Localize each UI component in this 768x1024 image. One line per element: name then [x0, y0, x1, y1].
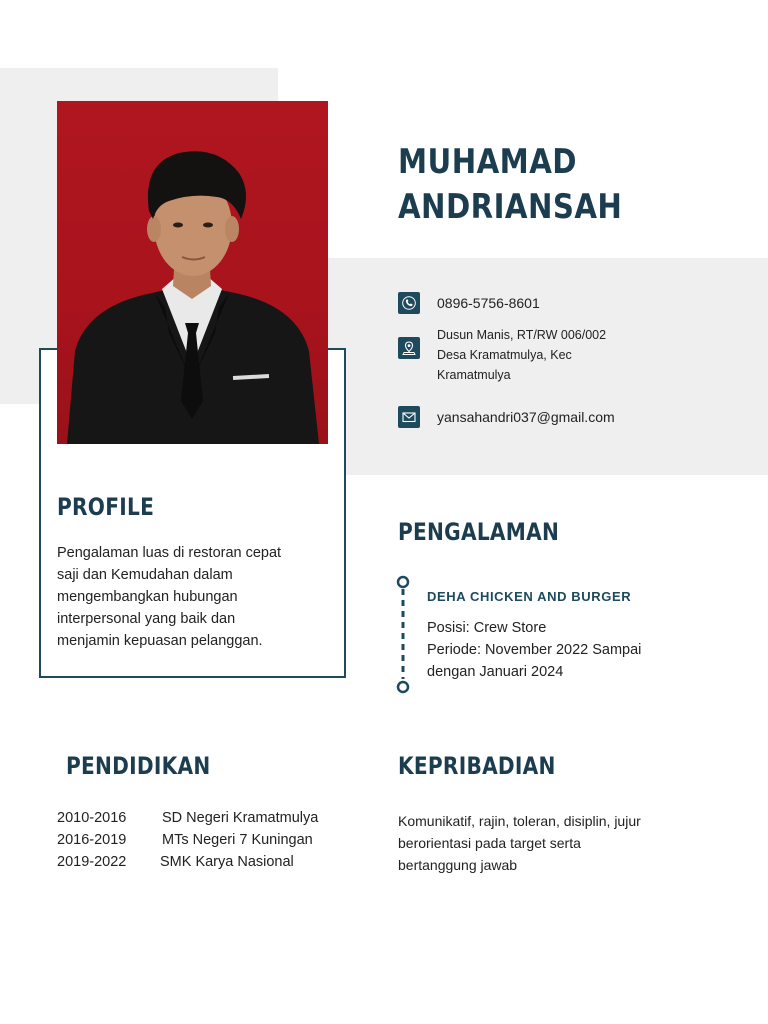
profile-line: Pengalaman luas di restoran cepat	[57, 545, 282, 561]
personality-line: berorientasi pada target serta	[398, 835, 581, 851]
education-school: SD Negeri Kramatmulya	[162, 810, 319, 826]
address-line: Desa Kramatmulya, Kec	[437, 348, 572, 362]
profile-heading: PROFILE	[57, 493, 155, 521]
timeline-icon	[396, 575, 410, 695]
education-years: 2016-2019	[57, 832, 127, 848]
experience-details	[427, 617, 641, 683]
phone-icon	[398, 292, 420, 314]
profile-photo	[57, 101, 328, 444]
experience-line: Posisi: Crew Store	[427, 620, 547, 636]
address-line: Kramatmulya	[437, 368, 511, 382]
name-line-1: MUHAMAD	[398, 142, 577, 182]
personality-line: Komunikatif, rajin, toleran, disiplin, jujur	[398, 813, 641, 829]
personality-heading: KEPRIBADIAN	[398, 752, 556, 780]
personality-text	[398, 810, 641, 876]
email-address: yansahandri037@gmail.com	[437, 409, 615, 425]
education-school: MTs Negeri 7 Kuningan	[162, 832, 313, 848]
profile-line: menjamin kepuasan pelanggan.	[57, 633, 263, 649]
name-line-2: ANDRIANSAH	[398, 187, 623, 227]
education-years: 2019-2022	[57, 854, 127, 870]
education-school: SMK Karya Nasional	[160, 854, 294, 870]
address	[437, 325, 606, 385]
mail-icon	[398, 406, 420, 428]
profile-line: mengembangkan hubungan	[57, 589, 238, 605]
profile-line: interpersonal yang baik dan	[57, 611, 236, 627]
location-icon	[398, 337, 420, 359]
experience-heading: PENGALAMAN	[398, 518, 560, 546]
contact-phone-row	[398, 292, 540, 314]
address-line: Dusun Manis, RT/RW 006/002	[437, 328, 607, 342]
contact-email-row	[398, 406, 615, 428]
job-title: DEHA CHICKEN AND BURGER	[427, 589, 632, 604]
profile-text	[57, 542, 281, 652]
personality-line: bertanggung jawab	[398, 857, 518, 873]
full-name	[398, 140, 690, 230]
experience-line: Periode: November 2022 Sampai	[427, 642, 642, 658]
education-heading: PENDIDIKAN	[66, 752, 211, 780]
contact-address-row	[398, 325, 606, 385]
experience-line: dengan Januari 2024	[427, 664, 564, 680]
phone-number: 0896-5756-8601	[437, 295, 540, 311]
profile-line: saji dan Kemudahan dalam	[57, 567, 233, 583]
education-years: 2010-2016	[57, 810, 127, 826]
